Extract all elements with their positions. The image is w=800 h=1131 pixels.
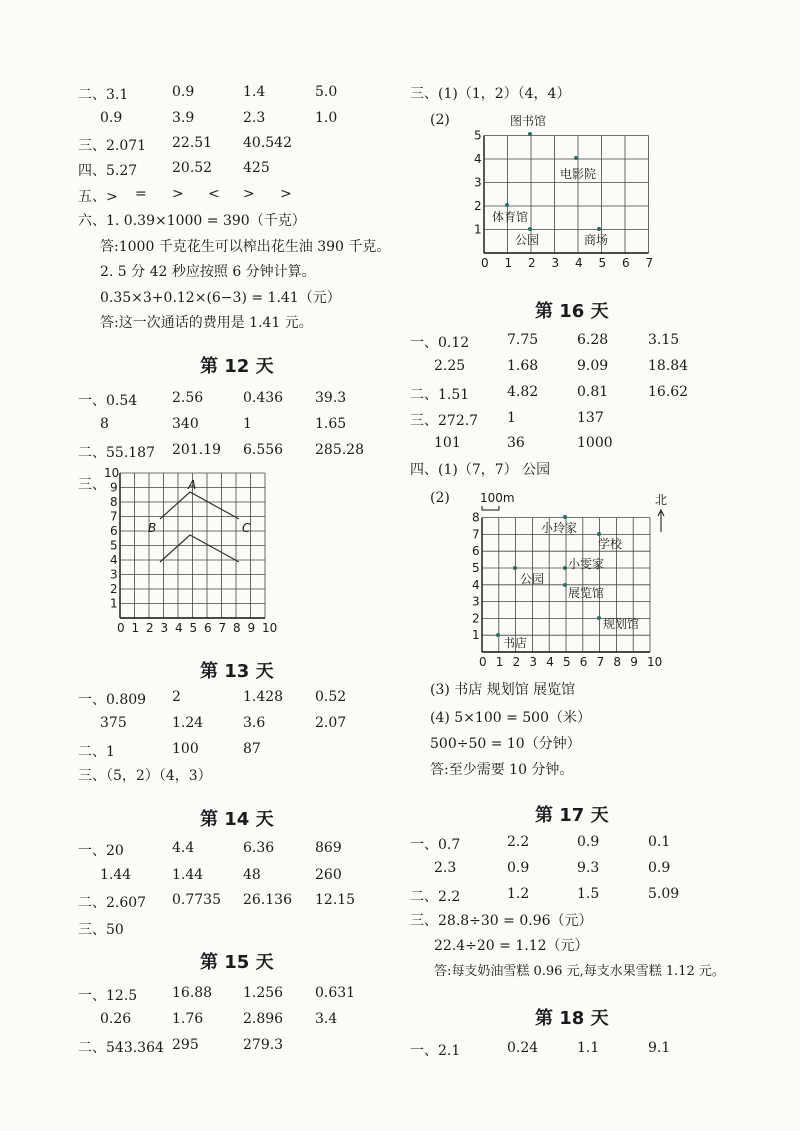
answer-cell: 36	[507, 435, 525, 451]
answer-line: 六、1. 0.39×1000 = 390（千克）	[78, 213, 306, 229]
answer-cell: 4.82	[507, 384, 539, 400]
answer-cell: 1	[507, 410, 516, 426]
answer-cell: 1.2	[507, 886, 530, 902]
y-tick-label: 3	[110, 567, 118, 582]
answer-cell: 0.26	[100, 1011, 132, 1027]
day-17-title: 第 17 天	[535, 805, 609, 826]
planning-hall-point	[597, 616, 601, 620]
answer-cell: 0.9	[100, 110, 123, 126]
answer-cell: 1.24	[172, 715, 204, 731]
answer-cell: 40.542	[243, 135, 292, 151]
answer-cell: 1.1	[577, 1040, 600, 1056]
answer-cell: 2.25	[434, 358, 466, 374]
answer-cell: 9.1	[648, 1040, 671, 1056]
day-12-title: 第 12 天	[200, 356, 274, 377]
answer-cell: 425	[243, 160, 270, 176]
answer-cell: 1.65	[315, 416, 347, 432]
answer-cell: 869	[315, 840, 342, 856]
answer-cell: 一、0.54	[78, 393, 138, 409]
answer-cell: 295	[172, 1037, 199, 1053]
y-tick-label: 6	[472, 544, 480, 559]
answer-cell: 一、0.12	[410, 335, 470, 351]
answer-cell: 一、12.5	[78, 988, 138, 1004]
answer-cell: 1.4	[243, 84, 266, 100]
mall-label: 商场	[584, 233, 609, 247]
question-label: 三、	[78, 477, 106, 493]
y-tick-label: 1	[110, 596, 118, 611]
answer-cell: 2.3	[243, 110, 266, 126]
answer-cell: 6.28	[577, 332, 609, 348]
y-tick-label: 1	[474, 222, 482, 237]
shape-lines	[160, 492, 239, 562]
answer-cell: 一、0.809	[78, 692, 147, 708]
day-18-title: 第 18 天	[535, 1008, 609, 1029]
y-tick-label: 2	[472, 611, 480, 626]
x-tick-label: 0	[481, 256, 489, 270]
answer-cell: 9.3	[577, 860, 600, 876]
x-tick-label: 1	[495, 655, 504, 669]
library-label: 图书馆	[510, 114, 547, 128]
answer-cell: 6.36	[243, 840, 275, 856]
answer-line: 22.4÷20 = 1.12（元）	[434, 938, 589, 954]
answer-cell: 22.51	[172, 135, 213, 151]
x-tick-label: 4	[575, 256, 583, 270]
axis-ticks	[474, 129, 653, 271]
x-tick-label: 8	[233, 621, 241, 635]
answer-cell: 16.88	[172, 985, 213, 1001]
north-arrow-icon	[658, 510, 664, 532]
x-tick-label: 2	[146, 621, 154, 635]
answer-cell: 2.2	[507, 834, 530, 850]
answer-cell: 1.68	[507, 358, 539, 374]
grid-lines	[120, 473, 265, 618]
answer-cell: 二、55.187	[78, 445, 155, 461]
bookstore-point	[496, 633, 500, 637]
x-tick-label: 4	[546, 655, 554, 669]
bookstore-label: 书店	[503, 636, 528, 650]
answer-cell: 四、5.27	[78, 163, 138, 179]
answer-cell: 9.09	[577, 358, 609, 374]
park-label: 公园	[515, 233, 540, 247]
y-tick-label: 7	[472, 527, 480, 542]
x-tick-label: 10	[262, 621, 278, 635]
x-tick-label: 9	[247, 621, 256, 635]
y-tick-label: 3	[474, 175, 482, 190]
answer-cell: 201.19	[172, 442, 221, 458]
answer-cell: 1.256	[243, 985, 284, 1001]
y-tick-label: 10	[104, 466, 120, 480]
answer-cell: >	[243, 186, 255, 202]
answer-cell: 0.1	[648, 834, 671, 850]
answer-cell: 1	[243, 416, 252, 432]
park-point	[513, 566, 517, 570]
grid-lines	[484, 136, 649, 254]
y-tick-label: 7	[110, 509, 118, 524]
answer-cell: 1.76	[172, 1011, 204, 1027]
y-tick-label: 5	[472, 561, 480, 575]
answer-cell: 2.56	[172, 390, 204, 406]
cinema-label: 电影院	[560, 167, 597, 181]
answer-cell: 12.15	[315, 892, 356, 908]
answer-cell: 三、2.071	[78, 138, 147, 154]
answer-cell: 二、1	[78, 744, 115, 760]
school-label: 学校	[598, 537, 623, 551]
y-tick-label: 4	[474, 152, 482, 166]
upper-shape	[160, 492, 239, 519]
answer-cell: 二、3.1	[78, 87, 129, 103]
answer-cell: >	[280, 186, 292, 202]
x-tick-label: 4	[175, 621, 183, 635]
xiaoling-home-label: 小玲家	[541, 521, 578, 535]
answer-cell: 279.3	[243, 1037, 284, 1053]
answer-cell: 3.15	[648, 332, 680, 348]
y-tick-label: 9	[110, 480, 118, 495]
y-tick-label: 2	[474, 199, 482, 213]
answer-cell: 1.5	[577, 886, 600, 902]
answer-cell: 二、2.2	[410, 889, 461, 905]
point-label-b: B	[148, 521, 157, 535]
answer-cell: 16.62	[648, 384, 689, 400]
point-label-c: C	[242, 521, 251, 535]
school-point	[597, 532, 601, 536]
answer-line: 答:每支奶油雪糕 0.96 元,每支水果雪糕 1.12 元。	[434, 964, 725, 979]
gym-label: 体育馆	[492, 210, 529, 224]
answer-cell: 101	[434, 435, 461, 451]
y-tick-label: 3	[472, 594, 480, 609]
answer-line: 三、(1)（1，2）（4，4）	[410, 86, 571, 102]
x-tick-label: 7	[645, 256, 654, 270]
answer-cell: 二、543.364	[78, 1040, 164, 1056]
answer-cell: 一、2.1	[410, 1043, 461, 1059]
answer-cell: 二、1.51	[410, 387, 470, 403]
answer-cell: 三、272.7	[410, 413, 479, 429]
answer-cell: 6.556	[243, 442, 284, 458]
answer-cell: 一、20	[78, 843, 124, 859]
exhibition-hall-label: 展览馆	[568, 586, 605, 600]
coordinate-map-1	[470, 110, 660, 275]
answer-cell: 0.9	[172, 84, 195, 100]
answer-cell: <	[208, 186, 220, 202]
coordinate-map-2	[465, 490, 695, 675]
answer-cell: 87	[243, 741, 261, 757]
answer-cell: 1000	[577, 435, 613, 451]
y-tick-label: 1	[472, 628, 480, 643]
cinema-point	[574, 156, 578, 160]
answer-cell: 0.7735	[172, 892, 221, 908]
answer-cell: 0.52	[315, 689, 347, 705]
answer-line: 四、(1)（7，7） 公园	[410, 462, 551, 478]
park-point	[528, 227, 532, 231]
scale-label: 100m	[480, 491, 515, 505]
answer-cell: 0.631	[315, 985, 356, 1001]
point-label-a: A	[188, 478, 197, 492]
x-tick-label: 0	[479, 655, 487, 669]
park-label: 公园	[520, 572, 545, 586]
day-14-title: 第 14 天	[200, 809, 274, 830]
day-16-title: 第 16 天	[535, 301, 609, 322]
exhibition-hall-point	[563, 583, 567, 587]
y-tick-label: 5	[474, 128, 482, 143]
x-tick-label: 2	[528, 256, 536, 270]
answer-line: 三、（5，2）（4，3）	[78, 768, 212, 784]
x-tick-label: 3	[529, 655, 538, 669]
answer-cell: 一、0.7	[410, 837, 461, 853]
x-tick-label: 6	[579, 655, 588, 669]
answer-cell: =	[135, 186, 147, 202]
y-tick-label: 4	[110, 553, 118, 567]
answer-line: (3) 书店 规划馆 展览馆	[430, 682, 576, 698]
answer-cell: 8	[100, 416, 109, 432]
answer-cell: 1.44	[172, 867, 204, 883]
sub-question-label: (2)	[430, 112, 450, 128]
answer-cell: 1.428	[243, 689, 284, 705]
answer-cell: 7.75	[507, 332, 539, 348]
x-tick-label: 6	[204, 621, 212, 635]
day-13-title: 第 13 天	[200, 661, 274, 682]
x-tick-label: 7	[218, 621, 227, 635]
y-tick-label: 8	[472, 510, 480, 525]
answer-line: 答:这一次通话的费用是 1.41 元。	[100, 315, 313, 331]
answer-line: 0.35×3+0.12×(6−3) = 1.41（元）	[100, 290, 341, 306]
gym-point	[505, 203, 509, 207]
x-tick-label: 8	[613, 655, 622, 669]
y-tick-label: 2	[110, 582, 118, 596]
answer-cell: 260	[315, 867, 342, 883]
answer-cell: 137	[577, 410, 604, 426]
answer-cell: 3.4	[315, 1011, 338, 1027]
answer-cell: 375	[100, 715, 127, 731]
answer-cell: 100	[172, 741, 199, 757]
xiaowen-home-label: 小雯家	[568, 557, 605, 571]
answer-cell: 2.3	[434, 860, 457, 876]
x-tick-label: 6	[622, 256, 630, 270]
answer-line: 2. 5 分 42 秒应按照 6 分钟计算。	[100, 264, 316, 280]
x-tick-label: 7	[596, 655, 605, 669]
answer-cell: 5.0	[315, 84, 338, 100]
x-tick-label: 1	[131, 621, 140, 635]
answer-cell: 0.81	[577, 384, 609, 400]
xiaoling-home-point	[563, 515, 567, 519]
answer-cell: 4.4	[172, 840, 195, 856]
answer-cell: 39.3	[315, 390, 347, 406]
answer-line: 500÷50 = 10（分钟）	[430, 736, 581, 752]
answer-cell: 三、50	[78, 922, 124, 938]
x-tick-label: 3	[160, 621, 169, 635]
mall-point	[597, 227, 601, 231]
answer-cell: 5.09	[648, 886, 680, 902]
y-tick-label: 5	[110, 538, 118, 553]
lower-shape	[160, 535, 239, 562]
x-tick-label: 0	[117, 621, 125, 635]
planning-hall-label: 规划馆	[603, 617, 640, 631]
answer-cell: 2.07	[315, 715, 347, 731]
answer-cell: >	[172, 186, 184, 202]
answer-cell: 二、2.607	[78, 895, 147, 911]
answer-cell: 48	[243, 867, 261, 883]
y-tick-label: 4	[472, 577, 480, 592]
answer-cell: 0.436	[243, 390, 284, 406]
answer-line: 三、28.8÷30 = 0.96（元）	[410, 913, 593, 929]
answer-cell: 20.52	[172, 160, 213, 176]
y-tick-label: 8	[110, 495, 118, 509]
answer-line: 答:至少需要 10 分钟。	[430, 762, 574, 778]
answer-line: 答:1000 千克花生可以榨出花生油 390 千克。	[100, 239, 391, 255]
answer-cell: 3.6	[243, 715, 266, 731]
answer-cell: 285.28	[315, 442, 364, 458]
x-tick-label: 1	[504, 256, 513, 270]
answer-cell: 0.24	[507, 1040, 539, 1056]
x-tick-label: 9	[630, 655, 638, 669]
scale-bar	[482, 506, 499, 510]
answer-cell: 2.896	[243, 1011, 284, 1027]
y-tick-label: 6	[110, 524, 118, 538]
north-label: 北	[655, 493, 668, 507]
day-15-title: 第 15 天	[200, 952, 274, 973]
answer-cell: 0.9	[507, 860, 530, 876]
x-tick-label: 5	[189, 621, 198, 635]
answer-cell: 3.9	[172, 110, 195, 126]
answer-cell: 1.0	[315, 110, 338, 126]
answer-cell: 0.9	[577, 834, 600, 850]
answer-cell: 26.136	[243, 892, 292, 908]
x-tick-label: 5	[598, 256, 607, 270]
answer-line: (4) 5×100 = 500（米）	[430, 710, 591, 726]
library-point	[528, 132, 532, 136]
x-tick-label: 5	[563, 655, 571, 669]
x-tick-label: 2	[512, 655, 521, 669]
answer-cell: 340	[172, 416, 199, 432]
answer-cell: 0.9	[648, 860, 671, 876]
x-tick-label: 10	[647, 655, 663, 669]
answer-cell: 五、>	[78, 189, 118, 205]
x-tick-label: 3	[551, 256, 560, 270]
xiaowen-home-point	[563, 566, 567, 570]
sub-question-label: (2)	[430, 490, 450, 506]
answer-cell: 18.84	[648, 358, 689, 374]
answer-cell: 2	[172, 689, 181, 705]
coordinate-grid-day12	[98, 466, 278, 640]
answer-cell: 1.44	[100, 867, 132, 883]
